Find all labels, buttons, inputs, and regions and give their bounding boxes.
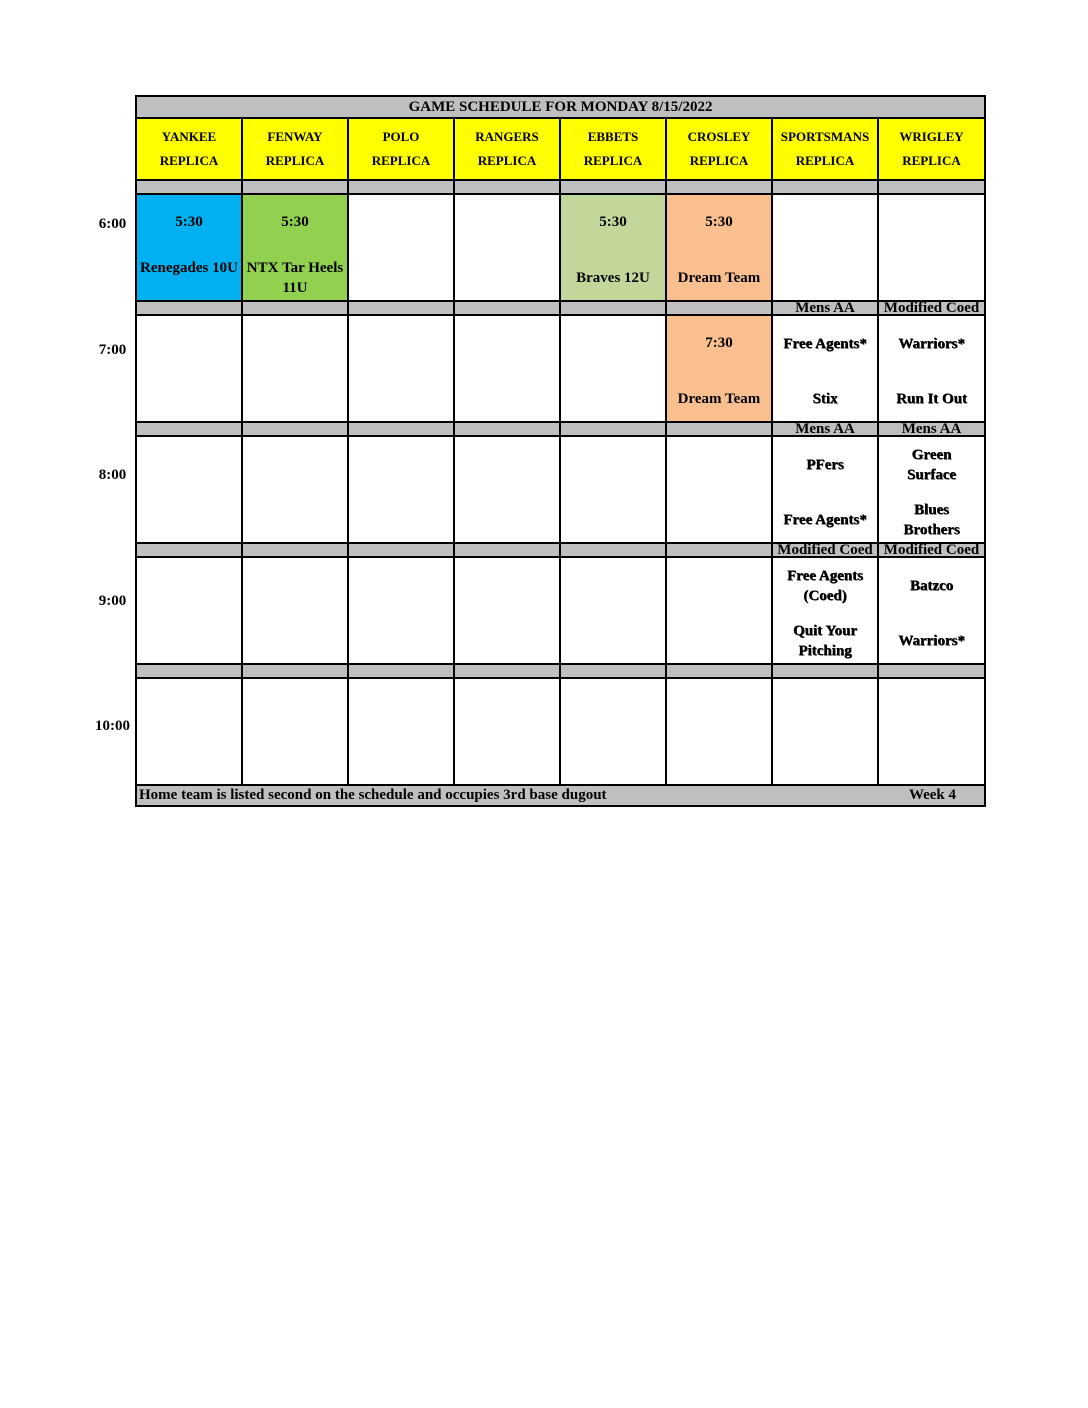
time-label: 8:00 bbox=[98, 467, 127, 483]
week-label: Week 4 bbox=[908, 787, 957, 803]
game-cell-wrigley-7: Warriors* Run It Out bbox=[878, 315, 985, 422]
division-label: Mens AA bbox=[772, 301, 878, 315]
division-label: Modified Coed bbox=[772, 543, 878, 557]
time-label: 6:00 bbox=[98, 216, 127, 232]
separator-row bbox=[136, 543, 985, 557]
field-header-fenway: FENWAY REPLICA bbox=[242, 118, 348, 180]
time-label: 9:00 bbox=[98, 593, 127, 609]
field-header-sportsmans: SPORTSMANS REPLICA bbox=[772, 118, 878, 180]
game-cell-yankee-6: 5:30 Renegades 10U bbox=[136, 194, 242, 301]
slot-row-6 bbox=[136, 194, 985, 301]
field-header-ebbets: EBBETS REPLICA bbox=[560, 118, 666, 180]
empty-cell bbox=[878, 194, 985, 301]
slot-row-7 bbox=[136, 315, 985, 422]
division-label: Mens AA bbox=[772, 422, 878, 436]
slot-row-9 bbox=[136, 557, 985, 664]
division-label: Modified Coed bbox=[878, 543, 985, 557]
field-header-wrigley: WRIGLEY REPLICA bbox=[878, 118, 985, 180]
footer-row bbox=[136, 785, 985, 806]
separator-row bbox=[136, 422, 985, 436]
separator-row bbox=[136, 180, 985, 194]
time-label: 10:00 bbox=[95, 718, 130, 734]
footer-note: Home team is listed second on the schedule and occupies 3rd base dugout bbox=[139, 787, 607, 803]
field-header-rangers: RANGERS REPLICA bbox=[454, 118, 560, 180]
game-cell-wrigley-8: Green Surface Blues Brothers bbox=[878, 436, 985, 543]
field-header-polo: POLO REPLICA bbox=[348, 118, 454, 180]
field-header-crosley: CROSLEY REPLICA bbox=[666, 118, 772, 180]
game-cell-ebbets-6: 5:30 Braves 12U bbox=[560, 194, 666, 301]
separator-row bbox=[136, 664, 985, 678]
slot-row-10 bbox=[136, 678, 985, 785]
schedule-table bbox=[135, 95, 986, 807]
empty-cell bbox=[454, 194, 560, 301]
field-header-yankee: YANKEE REPLICA bbox=[136, 118, 242, 180]
game-cell-sportsmans-9: Free Agents (Coed) Quit Your Pitching bbox=[772, 557, 878, 664]
time-label: 7:00 bbox=[98, 342, 127, 358]
page-title: GAME SCHEDULE FOR MONDAY 8/15/2022 bbox=[136, 96, 985, 118]
game-cell-wrigley-9: Batzco Warriors* bbox=[878, 557, 985, 664]
field-header-row bbox=[136, 118, 985, 180]
division-label: Modified Coed bbox=[878, 301, 985, 315]
slot-row-8 bbox=[136, 436, 985, 543]
empty-cell bbox=[348, 194, 454, 301]
game-cell-crosley-7: 7:30 Dream Team bbox=[666, 315, 772, 422]
game-cell-fenway-6: 5:30 NTX Tar Heels 11U bbox=[242, 194, 348, 301]
separator-row bbox=[136, 301, 985, 315]
game-cell-sportsmans-7: Free Agents* Stix bbox=[772, 315, 878, 422]
empty-cell bbox=[772, 194, 878, 301]
division-label: Mens AA bbox=[878, 422, 985, 436]
game-cell-crosley-6: 5:30 Dream Team bbox=[666, 194, 772, 301]
schedule-sheet bbox=[135, 95, 986, 807]
game-cell-sportsmans-8: PFers Free Agents* bbox=[772, 436, 878, 543]
